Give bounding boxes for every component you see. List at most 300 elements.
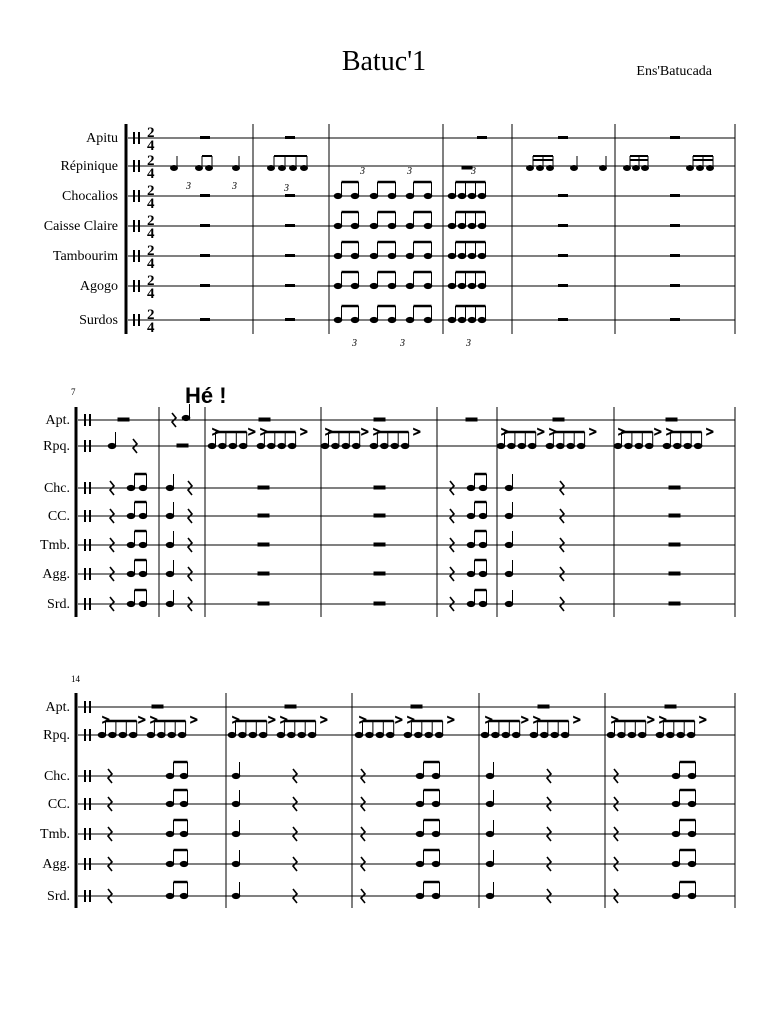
notehead xyxy=(268,443,276,448)
notehead xyxy=(180,831,188,836)
notehead xyxy=(308,732,316,737)
notehead xyxy=(467,542,475,547)
notehead xyxy=(432,861,440,866)
percussion-clef-icon xyxy=(138,220,140,232)
time-signature-numerator: 2 xyxy=(147,183,155,199)
notehead xyxy=(166,485,174,490)
half-rest-icon xyxy=(258,543,269,546)
notehead xyxy=(688,861,696,866)
percussion-clef-icon xyxy=(84,510,86,522)
notehead xyxy=(486,801,494,806)
percussion-clef-icon xyxy=(133,160,135,172)
notehead xyxy=(288,443,296,448)
notehead xyxy=(127,485,135,490)
notehead xyxy=(561,732,569,737)
notehead xyxy=(486,773,494,778)
notehead xyxy=(567,443,575,448)
notehead xyxy=(424,223,432,228)
notehead xyxy=(508,443,516,448)
percussion-clef-icon xyxy=(84,858,86,870)
accent-mark: > xyxy=(361,424,369,439)
notehead xyxy=(468,317,476,322)
tuplet-labels xyxy=(185,166,476,349)
percussion-clef-icon xyxy=(84,890,86,902)
notehead xyxy=(486,831,494,836)
notehead xyxy=(180,801,188,806)
percussion-clef-icon xyxy=(138,132,140,144)
notehead xyxy=(479,601,487,606)
half-rest-icon xyxy=(258,514,269,517)
notehead xyxy=(229,443,237,448)
notehead xyxy=(546,443,554,448)
staff-name: Apt. xyxy=(45,700,70,715)
notehead xyxy=(672,773,680,778)
notehead xyxy=(478,283,486,288)
percussion-clef-icon xyxy=(89,568,91,580)
notehead xyxy=(366,732,374,737)
accent-mark: > xyxy=(150,712,158,727)
half-rest-icon xyxy=(669,602,680,605)
notehead xyxy=(388,223,396,228)
notehead xyxy=(334,223,342,228)
time-signature-denominator: 4 xyxy=(147,166,155,182)
notehead xyxy=(351,283,359,288)
accent-mark: > xyxy=(407,712,415,727)
percussion-clef-icon xyxy=(84,414,86,426)
notehead xyxy=(614,443,622,448)
notehead xyxy=(370,317,378,322)
notehead xyxy=(129,732,137,737)
time-signature-denominator: 4 xyxy=(147,286,155,302)
half-rest-icon xyxy=(374,602,385,605)
notehead xyxy=(168,732,176,737)
notehead xyxy=(577,443,585,448)
half-rest-icon xyxy=(258,572,269,575)
accent-mark: > xyxy=(260,424,268,439)
half-rest-icon xyxy=(669,514,680,517)
notehead xyxy=(432,773,440,778)
notehead xyxy=(688,801,696,806)
notehead xyxy=(416,773,424,778)
staff-name: Tmb. xyxy=(40,827,70,842)
percussion-clef-icon xyxy=(89,539,91,551)
notehead xyxy=(166,831,174,836)
notehead xyxy=(458,193,466,198)
accent-mark: > xyxy=(533,712,541,727)
notehead xyxy=(424,283,432,288)
time-signature-numerator: 2 xyxy=(147,213,155,229)
notehead xyxy=(667,732,675,737)
notehead xyxy=(108,443,116,448)
tuplet-number: 3 xyxy=(352,338,357,349)
notehead xyxy=(432,831,440,836)
accent-mark: > xyxy=(485,712,493,727)
notehead xyxy=(277,732,285,737)
measure-number: 14 xyxy=(71,674,80,684)
half-rest-icon xyxy=(466,418,477,421)
score-title: Batuc'1 xyxy=(341,46,427,77)
notehead xyxy=(127,542,135,547)
percussion-clef-icon xyxy=(84,482,86,494)
notehead xyxy=(672,831,680,836)
notehead xyxy=(467,571,475,576)
percussion-clef-icon xyxy=(133,280,135,292)
accent-mark: > xyxy=(359,712,367,727)
percussion-clef-icon xyxy=(133,220,135,232)
notehead xyxy=(625,443,633,448)
notehead xyxy=(416,801,424,806)
staff-name: Chc. xyxy=(43,481,70,496)
accent-mark: > xyxy=(537,424,545,439)
notehead xyxy=(541,732,549,737)
notehead xyxy=(512,732,520,737)
notehead xyxy=(478,317,486,322)
rests xyxy=(200,136,680,321)
percussion-clef-icon xyxy=(84,440,86,452)
notehead xyxy=(127,513,135,518)
percussion-clef-icon xyxy=(84,828,86,840)
notehead xyxy=(351,193,359,198)
notehead xyxy=(497,443,505,448)
notehead xyxy=(404,732,412,737)
percussion-clefs xyxy=(84,414,91,610)
notehead xyxy=(607,732,615,737)
notehead xyxy=(557,443,565,448)
notehead xyxy=(458,223,466,228)
notehead xyxy=(458,253,466,258)
time-signature-numerator: 2 xyxy=(147,125,155,141)
percussion-clef-icon xyxy=(84,598,86,610)
percussion-clef-icon xyxy=(133,250,135,262)
notehead xyxy=(467,513,475,518)
half-rest-icon xyxy=(285,705,296,708)
staff-name: Srd. xyxy=(47,597,70,612)
notehead xyxy=(638,732,646,737)
accent-mark: > xyxy=(659,712,667,727)
notes-system-2 xyxy=(108,404,713,611)
notehead xyxy=(479,485,487,490)
accent-mark: > xyxy=(573,712,581,727)
notehead xyxy=(530,732,538,737)
notehead xyxy=(478,223,486,228)
notehead xyxy=(694,443,702,448)
notehead xyxy=(505,601,513,606)
half-rest-icon xyxy=(118,418,129,421)
accent-mark: > xyxy=(190,712,198,727)
staff-name: Agg. xyxy=(42,567,70,582)
notehead xyxy=(355,732,363,737)
staff-name: Agogo xyxy=(79,279,118,294)
notehead xyxy=(688,773,696,778)
percussion-clef-icon xyxy=(89,510,91,522)
notehead xyxy=(478,193,486,198)
notehead xyxy=(370,283,378,288)
notehead xyxy=(424,253,432,258)
percussion-clef-icon xyxy=(89,828,91,840)
percussion-clef-icon xyxy=(138,280,140,292)
percussion-clef-icon xyxy=(133,132,135,144)
accent-mark: > xyxy=(666,424,674,439)
notehead xyxy=(178,732,186,737)
notehead xyxy=(109,732,117,737)
tuplet-number: 3 xyxy=(407,166,412,177)
half-rest-icon xyxy=(669,486,680,489)
notehead xyxy=(677,732,685,737)
notehead xyxy=(127,571,135,576)
notehead xyxy=(663,443,671,448)
accent-mark: > xyxy=(373,424,381,439)
notehead xyxy=(388,283,396,288)
half-rest-icon xyxy=(258,602,269,605)
notehead xyxy=(505,485,513,490)
notehead xyxy=(232,893,240,898)
accent-mark: > xyxy=(212,424,220,439)
notehead xyxy=(166,801,174,806)
percussion-clef-icon xyxy=(89,598,91,610)
time-signature-numerator: 2 xyxy=(147,243,155,259)
notehead xyxy=(381,443,389,448)
notehead xyxy=(298,732,306,737)
staff-name: CC. xyxy=(47,509,70,524)
notehead xyxy=(239,443,247,448)
notehead xyxy=(551,732,559,737)
notehead xyxy=(468,253,476,258)
accent-mark: > xyxy=(549,424,557,439)
notehead xyxy=(208,443,216,448)
tuplet-number: 3 xyxy=(471,166,476,177)
percussion-clef-icon xyxy=(138,314,140,326)
staff-name: Rpq. xyxy=(43,439,70,454)
notehead xyxy=(656,732,664,737)
notehead xyxy=(352,443,360,448)
percussion-clef-icon xyxy=(84,701,86,713)
notehead xyxy=(321,443,329,448)
notehead xyxy=(688,831,696,836)
notehead xyxy=(502,732,510,737)
notehead xyxy=(139,513,147,518)
percussion-clefs xyxy=(133,125,155,336)
accent-mark: > xyxy=(589,424,597,439)
percussion-clef-icon xyxy=(138,250,140,262)
notehead xyxy=(158,732,166,737)
percussion-clef-icon xyxy=(89,858,91,870)
annotation-he: Hé ! xyxy=(185,383,227,408)
notehead xyxy=(688,893,696,898)
notehead xyxy=(334,317,342,322)
notehead xyxy=(259,732,267,737)
accent-mark: > xyxy=(501,424,509,439)
notehead xyxy=(232,831,240,836)
notehead xyxy=(448,223,456,228)
notehead xyxy=(180,773,188,778)
notehead xyxy=(376,732,384,737)
accent-mark: > xyxy=(699,712,707,727)
notehead xyxy=(342,443,350,448)
notehead xyxy=(687,732,695,737)
notehead xyxy=(139,542,147,547)
measure-number: 7 xyxy=(71,387,76,397)
notehead xyxy=(479,513,487,518)
accent-mark: > xyxy=(232,712,240,727)
staff-name: Apitu xyxy=(86,131,118,146)
accent-mark: > xyxy=(706,424,714,439)
notehead xyxy=(467,485,475,490)
composer: Ens'Batucada xyxy=(636,64,712,79)
notehead xyxy=(127,601,135,606)
half-rest-icon xyxy=(177,444,188,447)
time-signature-denominator: 4 xyxy=(147,256,155,272)
accent-mark: > xyxy=(521,712,529,727)
notehead xyxy=(388,317,396,322)
system-2 xyxy=(76,407,735,617)
percussion-clef-icon xyxy=(138,160,140,172)
percussion-clef-icon xyxy=(89,798,91,810)
notehead xyxy=(232,861,240,866)
notehead xyxy=(147,732,155,737)
notehead xyxy=(278,443,286,448)
notehead xyxy=(468,223,476,228)
notehead xyxy=(370,253,378,258)
percussion-clef-icon xyxy=(84,729,86,741)
accent-mark: > xyxy=(654,424,662,439)
notehead xyxy=(672,861,680,866)
notehead xyxy=(228,732,236,737)
notehead xyxy=(505,513,513,518)
time-signature-denominator: 4 xyxy=(147,138,155,154)
accent-mark: > xyxy=(320,712,328,727)
notehead xyxy=(684,443,692,448)
notehead xyxy=(424,317,432,322)
notehead xyxy=(257,443,265,448)
accent-mark: > xyxy=(611,712,619,727)
percussion-clef-icon xyxy=(89,890,91,902)
staff-name: Apt. xyxy=(45,413,70,428)
tuplet-number: 3 xyxy=(400,338,405,349)
notehead xyxy=(505,571,513,576)
notehead xyxy=(458,283,466,288)
staff-name: CC. xyxy=(47,797,70,812)
time-signature-numerator: 2 xyxy=(147,153,155,169)
notehead xyxy=(645,443,653,448)
notehead xyxy=(401,443,409,448)
percussion-clef-icon xyxy=(84,798,86,810)
notehead xyxy=(505,542,513,547)
notehead xyxy=(139,485,147,490)
notehead xyxy=(386,732,394,737)
percussion-clef-icon xyxy=(89,440,91,452)
notehead xyxy=(388,253,396,258)
notehead xyxy=(468,193,476,198)
notehead xyxy=(479,571,487,576)
half-rest-icon xyxy=(669,572,680,575)
notehead xyxy=(479,542,487,547)
tuplet-number: 3 xyxy=(284,183,289,194)
accent-mark: > xyxy=(300,424,308,439)
time-signature-denominator: 4 xyxy=(147,196,155,212)
half-rest-icon xyxy=(374,418,385,421)
notehead xyxy=(98,732,106,737)
notehead xyxy=(180,861,188,866)
half-rest-icon xyxy=(411,705,422,708)
half-rest-icon xyxy=(669,543,680,546)
tuplet-number: 3 xyxy=(186,181,191,192)
notehead xyxy=(370,223,378,228)
notehead xyxy=(518,443,526,448)
accent-mark: > xyxy=(413,424,421,439)
accent-mark: > xyxy=(325,424,333,439)
notes-system-1 xyxy=(171,156,714,323)
time-signature-denominator: 4 xyxy=(147,320,155,336)
notehead xyxy=(391,443,399,448)
notehead xyxy=(180,893,188,898)
notehead xyxy=(432,801,440,806)
notehead xyxy=(481,732,489,737)
half-rest-icon xyxy=(665,705,676,708)
notehead xyxy=(468,283,476,288)
notehead xyxy=(166,601,174,606)
notehead xyxy=(406,223,414,228)
notehead xyxy=(435,732,443,737)
notehead xyxy=(458,317,466,322)
staff-name: Tambourim xyxy=(52,249,118,264)
percussion-clef-icon xyxy=(84,568,86,580)
tuplet-number: 3 xyxy=(466,338,471,349)
notehead xyxy=(448,253,456,258)
percussion-clef-icon xyxy=(138,190,140,202)
half-rest-icon xyxy=(374,543,385,546)
notehead xyxy=(288,732,296,737)
accent-mark: > xyxy=(102,712,110,727)
half-rest-icon xyxy=(374,514,385,517)
staff-name: Chocalios xyxy=(62,189,118,204)
notehead xyxy=(448,283,456,288)
time-signature-denominator: 4 xyxy=(147,226,155,242)
notehead xyxy=(370,193,378,198)
staff-name: Agg. xyxy=(42,857,70,872)
notehead xyxy=(166,571,174,576)
notehead xyxy=(219,443,227,448)
percussion-clefs xyxy=(84,701,91,902)
staff-name: Répinique xyxy=(60,159,118,174)
notehead xyxy=(351,317,359,322)
notehead xyxy=(416,831,424,836)
notehead xyxy=(119,732,127,737)
notehead xyxy=(416,893,424,898)
notehead xyxy=(139,571,147,576)
percussion-clef-icon xyxy=(133,314,135,326)
notehead xyxy=(432,893,440,898)
percussion-clef-icon xyxy=(133,190,135,202)
percussion-clef-icon xyxy=(89,701,91,713)
percussion-clef-icon xyxy=(89,414,91,426)
staff-name: Chc. xyxy=(43,769,70,784)
half-rest-icon xyxy=(259,418,270,421)
percussion-clef-icon xyxy=(89,482,91,494)
notehead xyxy=(406,193,414,198)
notehead xyxy=(182,415,190,420)
notehead xyxy=(370,443,378,448)
tuplet-number: 3 xyxy=(232,181,237,192)
half-rest-icon xyxy=(374,572,385,575)
notehead xyxy=(672,801,680,806)
notehead xyxy=(351,253,359,258)
accent-mark: > xyxy=(395,712,403,727)
notehead xyxy=(416,861,424,866)
notehead xyxy=(239,732,247,737)
accent-mark: > xyxy=(647,712,655,727)
notehead xyxy=(232,801,240,806)
accent-mark: > xyxy=(248,424,256,439)
